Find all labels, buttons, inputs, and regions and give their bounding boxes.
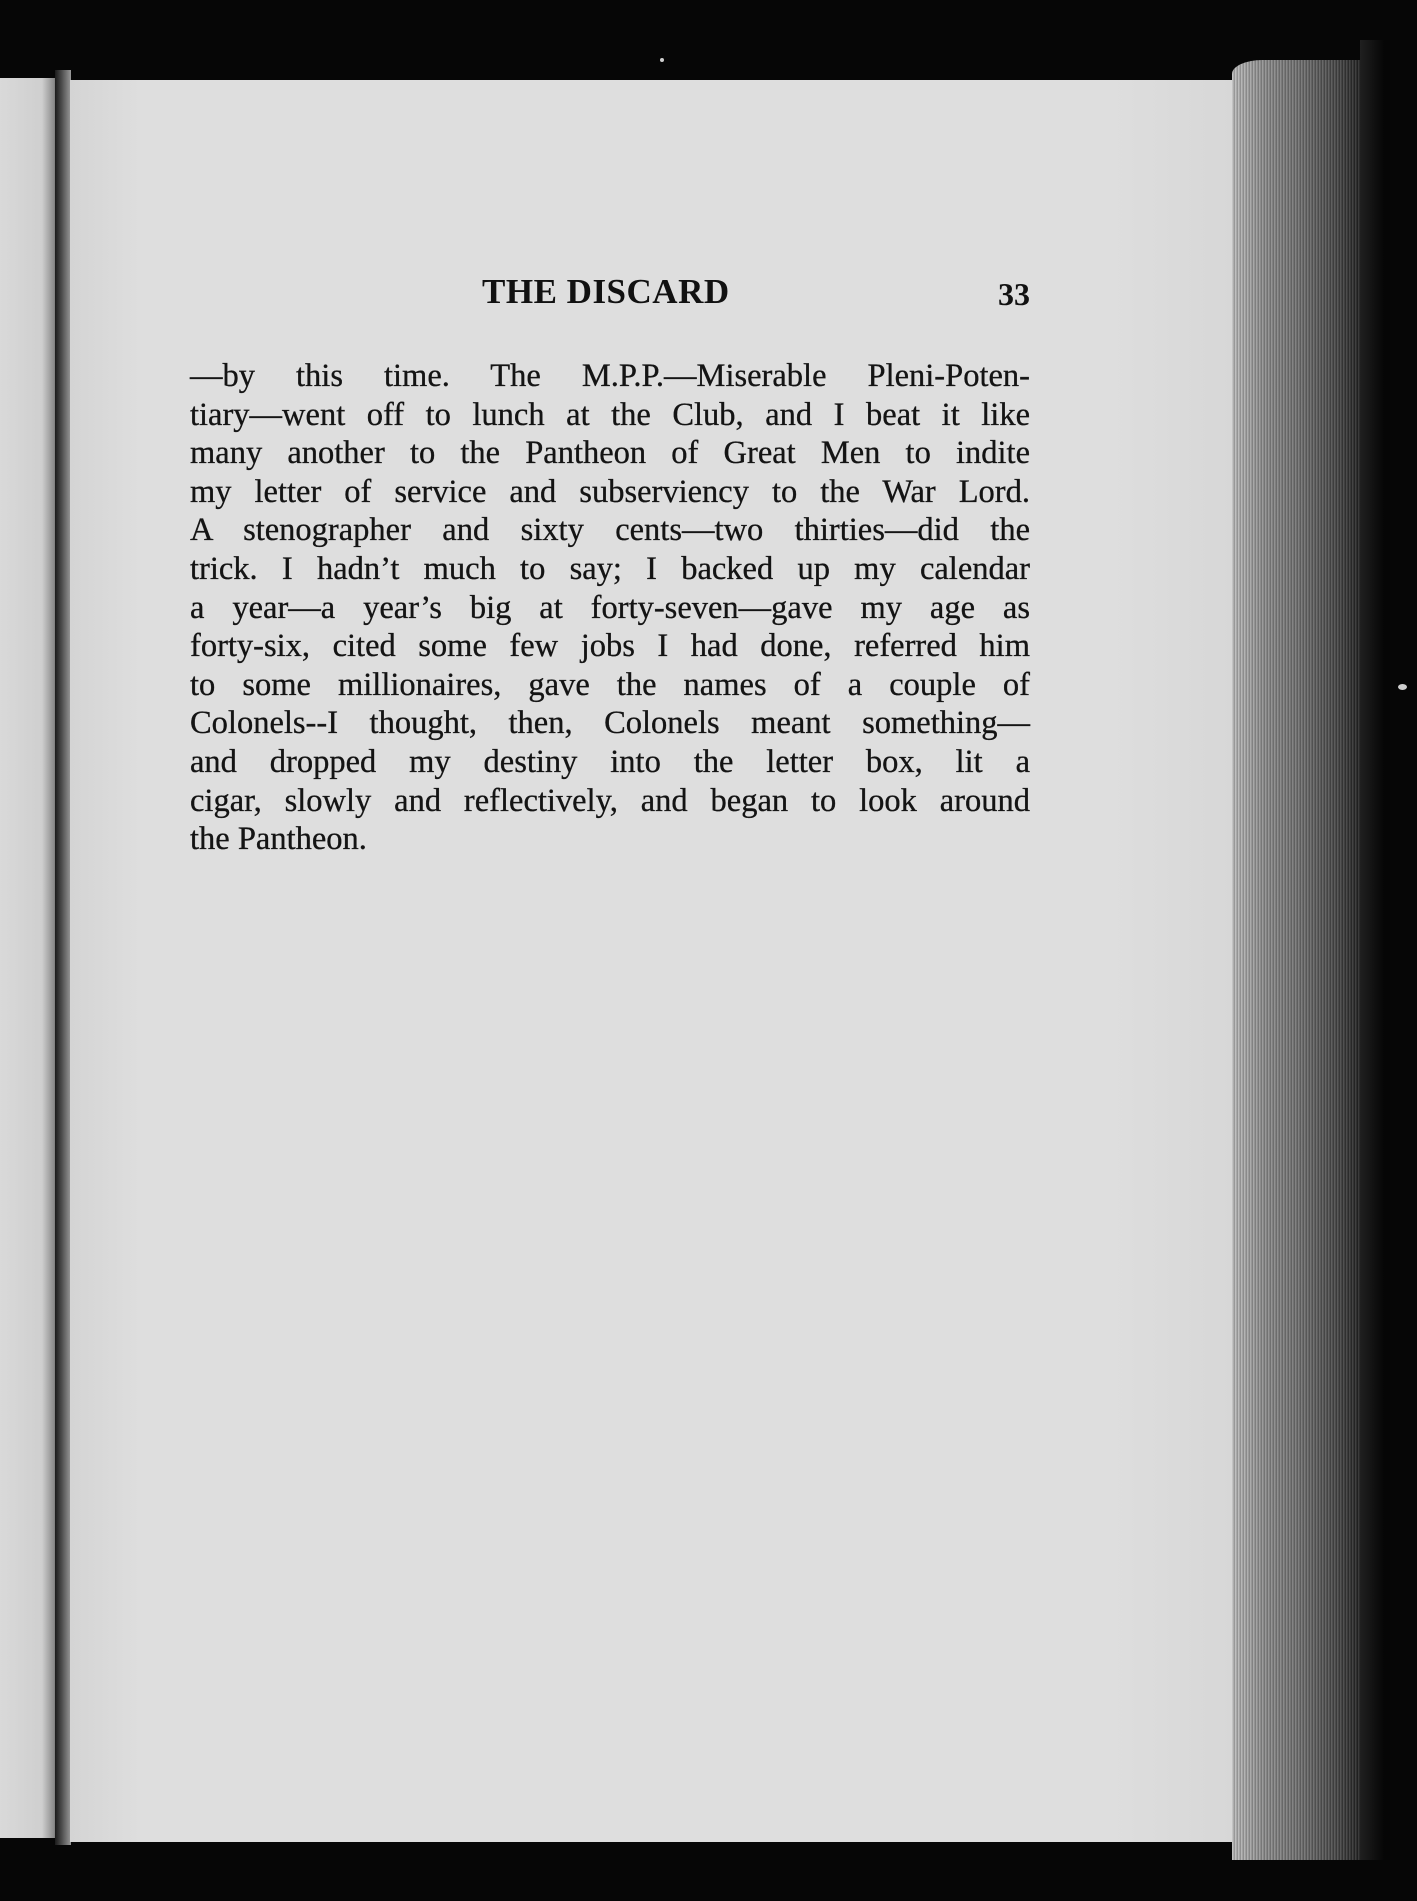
text-line: trick. I hadn’t much to say; I backed up my calendar: [190, 550, 1030, 587]
page-number: 33: [998, 276, 1030, 312]
running-title: THE DISCARD: [482, 272, 730, 311]
text-line: tiary—went off to lunch at the Club, and I beat it like: [190, 396, 1030, 433]
book-gutter: [55, 70, 71, 1845]
scan-speck: [660, 58, 664, 62]
facing-page-edge: [0, 78, 60, 1838]
text-line: a year—a year’s big at forty-seven—gave my age as: [190, 589, 1030, 626]
text-line: and dropped my destiny into the letter box, lit a: [190, 743, 1030, 780]
text-line: —by this time. The M.P.P.—Miserable Pleni-Poten-: [190, 358, 1030, 394]
book-cover-shadow: [1360, 40, 1385, 1860]
text-line: A stenographer and sixty cents—two thirties—did the: [190, 512, 1030, 549]
text-line: many another to the Pantheon of Great Men to indite: [190, 435, 1030, 472]
text-line: Colonels--I thought, then, Colonels meant something—: [190, 705, 1030, 742]
book-page: [70, 80, 1250, 1842]
page-fore-edge: [1232, 60, 1364, 1860]
text-line: my letter of service and subserviency to the War Lord.: [190, 473, 1030, 510]
body-paragraph: [190, 357, 1030, 859]
text-line: to some millionaires, gave the names of a couple of: [190, 666, 1030, 703]
text-line: cigar, slowly and reflectively, and began to look around: [190, 782, 1030, 819]
text-line: forty-six, cited some few jobs I had done, referred him: [190, 628, 1030, 665]
text-line: the Pantheon.: [190, 821, 367, 858]
running-head: [190, 272, 1030, 316]
scan-speck: [1398, 684, 1407, 690]
